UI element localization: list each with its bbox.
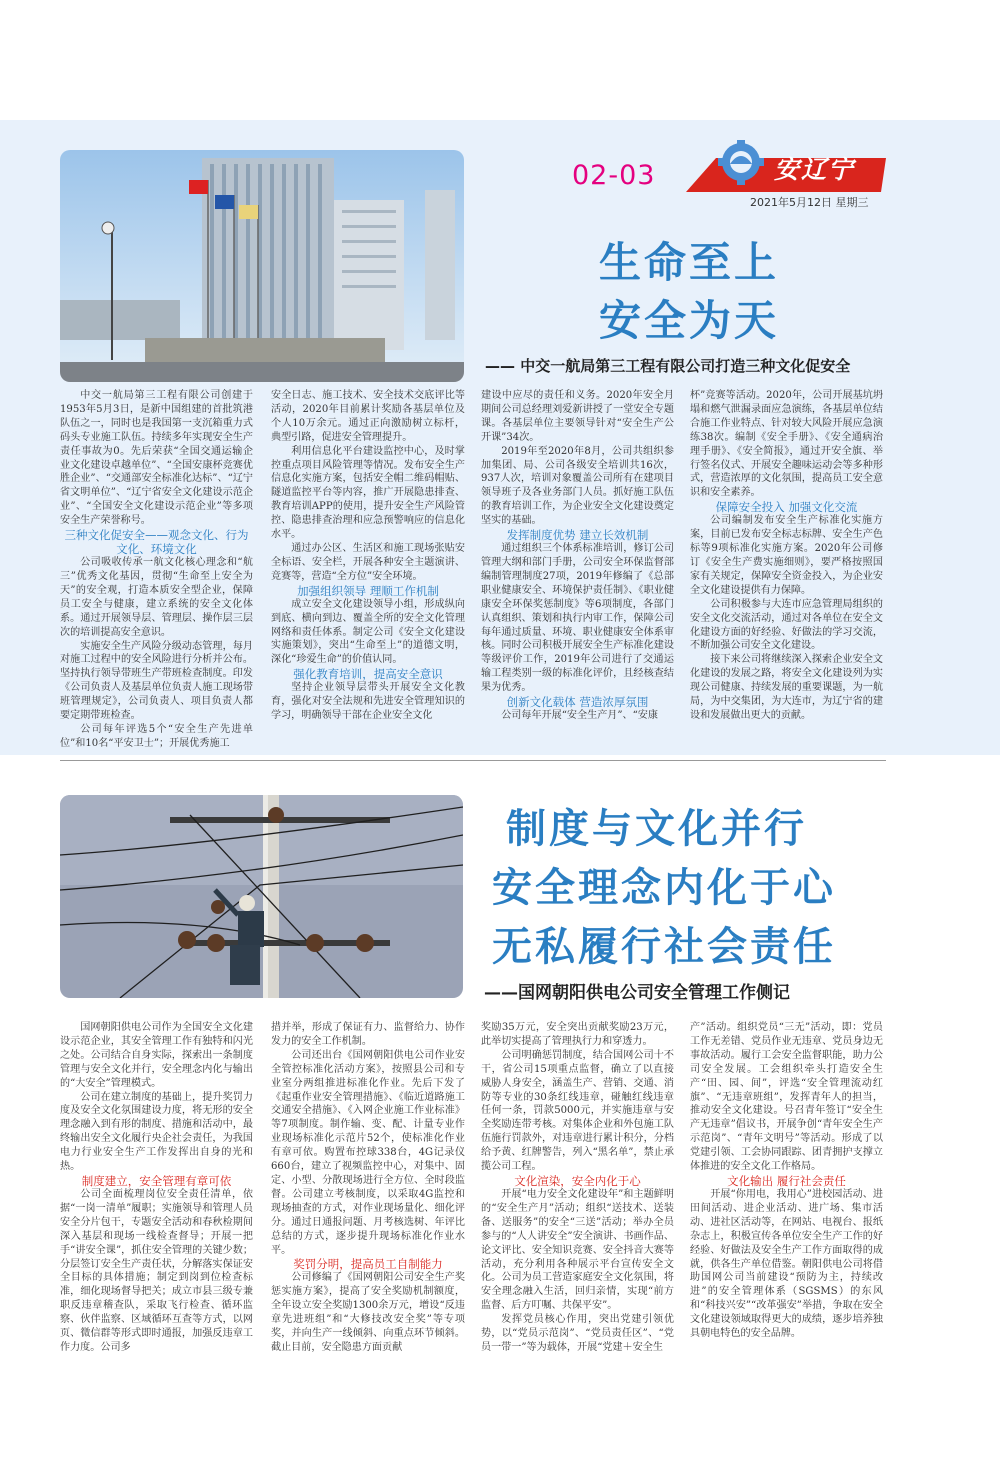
section-heading: 创新文化载体 营造浓厚氛围 bbox=[506, 695, 649, 710]
body-paragraph: 利用信息化平台建设监控中心，及时掌控重点项目风险管理等情况。发布安全生产信息化实施方案，包括安全帽二维码帽贴、隧道监控平台等内容，推广开展隐患排查、教育培训APP的使用，提升安全生产风险管控、隐患排查治理和应急预警响应的信息化水平。 bbox=[271, 445, 465, 541]
body-paragraph: 通过组织三个体系标准培训，修订公司管理大纲和部门手册，公司安全环保监督部编制管理制度27项，2019年修编了《总部职业健康安全、环境保护责任制》、《职业健康安全环保奖惩制度》等6项制度，各部门认真组织、策划和执行内审工作，保障公司每年通过质量、环境、职业健康安全体系审核。同时公司积极开展安全生产标准化建设等级评价工作，2019年公司进行了交通运输工程类别一级的标准化评价，且经核查结果为优秀。 bbox=[481, 543, 674, 694]
article1-column-3 bbox=[481, 389, 674, 749]
power-line-worker-graphic bbox=[60, 795, 463, 998]
article2-subtitle: ——国网朝阳供电公司安全管理工作侧记 bbox=[484, 983, 790, 1003]
article2-column-3 bbox=[481, 1021, 674, 1441]
power-line-worker-photo bbox=[60, 795, 463, 998]
article2-column-2 bbox=[271, 1021, 465, 1441]
body-paragraph: 国网朝阳供电公司作为全国安全文化建设示范企业，其安全管理工作有独特和闪光之处。公司结合自身实际，探索出一条制度管理与安全文化并行，安全理念内化与输出的“大安全”管理模式。 bbox=[60, 1022, 253, 1089]
body-paragraph: 建设中应尽的责任和义务。2020年安全月期间公司总经理刘爱新讲授了一堂安全专题课。各基层单位主要领导针对“安全生产公开课”34次。 bbox=[481, 390, 674, 443]
page-number: 02-03 bbox=[572, 160, 656, 191]
article1-headline-line2: 安全为天 bbox=[599, 296, 780, 345]
section-heading: 保障安全投入 加强文化交流 bbox=[715, 500, 858, 515]
body-paragraph: 公司编制发布安全生产标准化实施方案，目前已发布安全标志标牌、安全生产色标等9项标准化实施方案。2020年公司修订《安全生产费实施细则》，要严格按照国家有关规定，保障安全资金投入，为企业安全文化建设提供有力保障。 bbox=[690, 515, 883, 596]
body-paragraph: 公司每年评选5个“安全生产先进单位”和10名“平安卫士”；开展优秀施工 bbox=[60, 723, 253, 749]
section-heading: 发挥制度优势 建立长效机制 bbox=[506, 528, 649, 543]
building-photo-graphic bbox=[60, 150, 464, 382]
article1-column-1 bbox=[60, 389, 253, 749]
section-heading: 三种文化促安全——观念文化、行为文化、环境文化 bbox=[64, 528, 249, 557]
article2-column-4 bbox=[690, 1021, 883, 1441]
body-paragraph: 开展“电力安全文化建设年”和主题鲜明的“安全生产月”活动；组织“送技术、送装备、送服务”的安全“三送”活动；举办全员参与的“人人讲安全”安全演讲、书画作品、论文评比、安全知识竞赛、安全抖音大赛等活动，充分利用各种展示平台宣传安全文化。公司为员工营造家庭安全文化氛围，将安全理念融入生活，回归亲情，实现“前方监督、后方叮嘱、共保平安”。 bbox=[481, 1188, 674, 1312]
section-heading: 制度建立，安全管理有章可依 bbox=[81, 1173, 232, 1188]
section-heading: 文化输出 履行社会责任 bbox=[727, 1173, 846, 1188]
article1-subtitle: —— 中交一航局第三工程有限公司打造三种文化促安全 bbox=[485, 357, 851, 375]
section-divider bbox=[60, 760, 886, 761]
article1-column-4 bbox=[690, 389, 883, 749]
body-paragraph: 公司还出台《国网朝阳供电公司作业安全管控标准化活动方案》，按照县公司和专业室分两组推进标准化作业。先后下发了《起重作业安全管理措施》、《临近道路施工交通安全措施》、《入网企业施工作业标准》等7项制度。制作输、变、配、计量专业作业现场标准化示范片52个，使标准化作业有章可依。购置布控球338台，4G记录仪660台，建立了视频监控中心，对集中、固定、小型、分散现场进行全方位、全时段监督。公司建立考核制度，以采取4G监控和现场抽查的方式，对作业现场量化、细化评分。通过日通报问题、月考核选树、年评比总结的方式，逐步提升现场标准化作业水平。 bbox=[271, 1049, 465, 1256]
body-paragraph: 公司在建立制度的基础上，提升奖罚力度及安全文化氛围建设力度，将无形的安全理念融入到有形的制度、措施和活动中，最终输出安全文化履行央企社会责任，为我国电力行业安全生产工作发挥出自身的光和热。 bbox=[60, 1091, 253, 1173]
article1-column-2 bbox=[271, 389, 465, 749]
body-paragraph: 奖励35万元，安全突出贡献奖励23万元，此举切实提高了管理执行力和穿透力。 bbox=[481, 1022, 674, 1047]
body-paragraph: 安全日志、施工技术、安全技术交底评比等活动，2020年目前累计奖励各基层单位及个人10万余元。通过正向激励树立标杆，典型引路，促进安全管理提升。 bbox=[271, 390, 465, 443]
section-heading: 奖罚分明，提高员工自制能力 bbox=[293, 1257, 443, 1272]
article2-headline-line3: 无私履行社会责任 bbox=[492, 924, 836, 970]
body-paragraph: 公司全面梳理岗位安全责任清单，依据“一岗一清单”履职；实施领导和管理人员安全分片包干，专题安全活动和春秋检期间深入基层和现场一线检查督导；开展一把手“讲安全课”，抓住安全管理的关键少数；分层签订安全生产责任状，分解落实保证安全目标的具体措施；制定到岗到位检查标准，细化现场督导把关；成立市县三级专兼职反违章稽查队，采取飞行检查、循环监察、伙伴监察、区域循环互查等方式，以网页、微信群等形式即时通报，加强反违章工作力度。公司多 bbox=[60, 1188, 253, 1353]
body-paragraph: 成立安全文化建设领导小组，形成纵向到底、横向到边、覆盖全所的安全文化管理网络和责任体系。制定公司《安全文化建设实施策划》，突出“生命至上”的道德文明，深化“珍爱生命”的价值认同。 bbox=[271, 598, 465, 666]
body-paragraph: 实施安全生产风险分级动态管理，每月对施工过程中的安全风险进行分析并公布。坚持执行领导带班生产带班检查制度。印发《公司负责人及基层单位负责人施工现场带班管理规定》，公司负责人、项目负责人都要定期带班检查。 bbox=[60, 640, 253, 722]
article2-column-1 bbox=[60, 1021, 253, 1441]
body-paragraph: 通过办公区、生活区和施工现场张贴安全标语、安全栏，开展各种安全主题演讲、竞赛等，营造“全方位”安全环境。 bbox=[271, 542, 465, 582]
body-paragraph: 公司积极参与大连市应急管理局组织的安全文化交流活动，通过对各单位在安全文化建设方面的好经验、好做法的学习交流，不断加强公司安全文化建设。 bbox=[690, 598, 883, 652]
body-paragraph: 接下来公司将继续深入探索企业安全文化建设的发展之路，将安全文化建设列为实现公司健康、持续发展的重要课题，为一航局，为中交集团，为大连市，为辽宁省的建设和发展做出更大的贡献。 bbox=[690, 654, 883, 721]
article2-headline-line2: 安全理念内化于心 bbox=[492, 865, 836, 911]
body-paragraph: 开展“你用电，我用心”进校园活动、进田间活动、进企业活动、进广场、集市活动、进社区活动等，在网站、电视台、报纸杂志上，积极宣传各单位安全生产工作的好经验、好做法及安全生产工作方面取得的成就，供各生产单位借鉴。朝阳供电公司将借助国网公司当前建设“预防为主，持续改进”的安全管理体系（SGSMS）的东风和“科技兴安”“改革强安”举措，争取在安全文化建设领域取得更大的成绩，逐步培养独具朝电特色的安全品牌。 bbox=[690, 1188, 883, 1340]
logo-text: 安辽宁 bbox=[774, 155, 856, 184]
body-paragraph: 2019年至2020年8月，公司共组织参加集团、局、公司各级安全培训共16次，937人次，培训对象覆盖公司所有在建项目领导班子及各业务部门人员。抓好施工队伍的教育培训工作，为企业安全文化建设奠定坚实的基础。 bbox=[481, 445, 674, 527]
article1-headline-line1: 生命至上 bbox=[599, 238, 780, 287]
article2-headline-line1: 制度与文化并行 bbox=[506, 806, 807, 852]
body-paragraph: 发挥党员核心作用，突出党建引领优势，以“党员示范岗”、“党员责任区”、“党员一带一”等为载体，开展“党建＋安全生 bbox=[481, 1314, 674, 1353]
body-paragraph: 公司修编了《国网朝阳公司安全生产奖惩实施方案》，提高了安全奖励机制额度，全年设立安全奖励1300余万元，增设“反违章先进班组”和“大修技改安全奖”等专项奖，并向生产一线倾斜、向重点环节倾斜。截止目前，安全隐患方面贡献 bbox=[271, 1272, 465, 1353]
section-heading: 强化教育培训，提高安全意识 bbox=[293, 667, 443, 682]
building-photo bbox=[60, 150, 464, 382]
body-paragraph: 中交一航局第三工程有限公司创建于1953年5月3日，是新中国组建的首批筑港队伍之一，同时也是我国第一支沉箱重力式码头专业施工队伍。持续多年实现安全生产责任事故为0。先后荣获“全国交通运输企业文化建设卓越单位”、“全国安康杯竞赛优胜企业”、“交通部安全标准化达标”、“辽宁省文明单位”、“辽宁省安全文化建设示范企业”、“全国安全文化建设示范企业”等多项安全生产荣誉称号。 bbox=[60, 390, 253, 527]
issue-date: 2021年5月12日 星期三 bbox=[750, 196, 869, 209]
body-paragraph: 坚持企业领导层带头开展安全文化教育，强化对安全法规和先进安全管理知识的学习，明确领导干部在企业安全文化 bbox=[271, 682, 465, 722]
body-paragraph: 公司吸收传承一航文化核心理念和“航三”优秀文化基因，贯彻“生命至上安全为天”的安全观，打造本质安全型企业，保障员工安全与健康，建立系统的安全文化体系。通过开展领导层、管理层、操作层三层次的培训提高安全意识。 bbox=[60, 557, 253, 638]
body-paragraph: 公司每年开展“安全生产月”、“安康 bbox=[501, 710, 658, 722]
body-paragraph: 杯”竞赛等活动。2020年，公司开展基坑坍塌和燃气泄漏录面应急演练，各基层单位结合施工作业特点、针对较大风险开展应急演练38次。编制《安全手册》、《安全通病治理手册》、《安全简报》，通过开安全旗、举行签名仪式、开展安全趣味运动会等多种形式，营造浓厚的文化氛围，提高员工安全意识和安全素养。 bbox=[690, 390, 883, 499]
body-paragraph: 措并举，形成了保证有力、监督给力、协作发力的安全工作机制。 bbox=[271, 1022, 465, 1047]
body-paragraph: 产”活动。组织党员“三无”活动，即：党员工作无差错、党员作业无违章、党员身边无事故活动。履行工会安全监督职能，助力公司安全发展。工会组织牵头打造安全生产“田、园、间”，评选“安全管理流动红旗”、“无违章班组”，发挥青年人的担当，推动安全文化建设。号召青年签订“安全生产无违章”倡议书，开展争创“青年安全生产示范岗”、“青年文明号”等活动。形成了以党建引领、工会协同跟踪、团青拥护支撑立体推进的安全文化工作格局。 bbox=[690, 1022, 883, 1173]
section-heading: 文化渲染，安全内化于心 bbox=[514, 1173, 641, 1188]
body-paragraph: 公司明确惩罚制度，结合国网公司十不干，省公司15项重点监督，确立了以直接威胁人身安全，涵盖生产、营销、交通、消防等专业的30条红线违章，碰触红线违章任何一条，罚款5000元，并实施违章与安全奖励连带考核。对集体企业和外包施工队伍施行罚款外，对违章进行累计积分，分档给予黄、红牌警告，列入“黑名单”，禁止承揽公司工程。 bbox=[481, 1049, 674, 1173]
section-heading: 加强组织领导 理顺工作机制 bbox=[297, 583, 439, 598]
